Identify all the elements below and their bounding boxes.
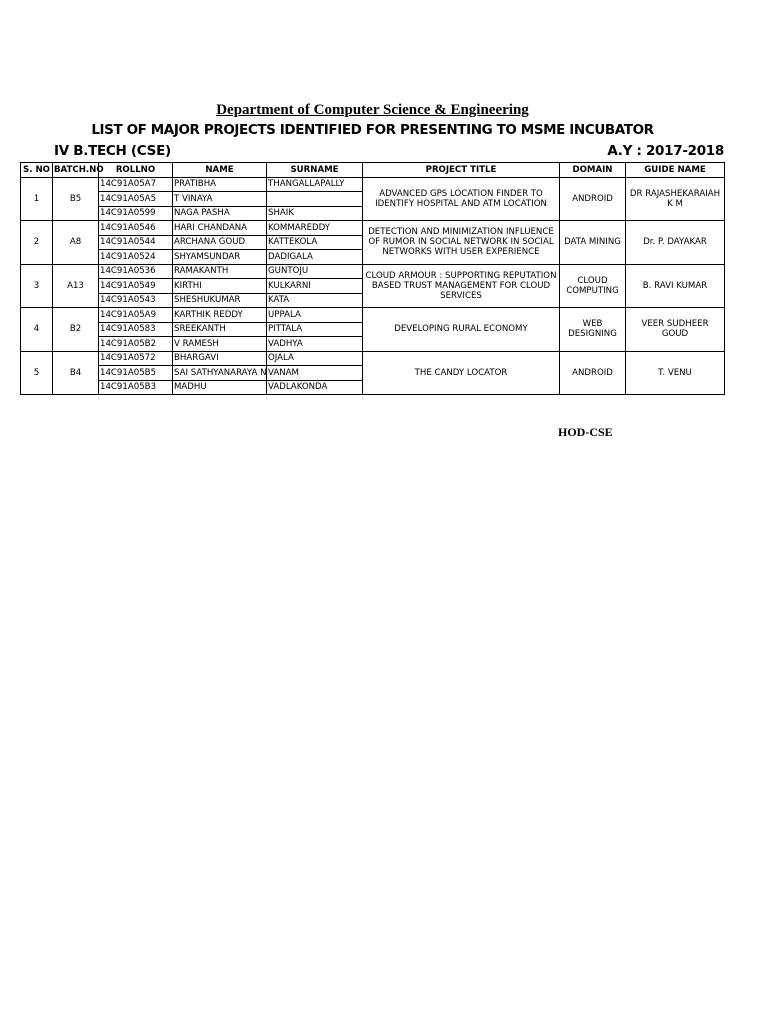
serial-number-cell: 1 xyxy=(21,177,53,221)
serial-number-cell: 2 xyxy=(21,221,53,265)
batch-cell: B4 xyxy=(53,351,99,395)
rollno-cell: 14C91A0546 xyxy=(99,221,173,236)
academic-year-label: A.Y : 2017-2018 xyxy=(607,143,724,159)
table-row xyxy=(21,221,725,236)
guide-cell: T. VENU xyxy=(626,351,725,395)
domain-cell: ANDROID xyxy=(560,351,626,395)
surname-cell: KATTEKOLA xyxy=(267,235,363,250)
rollno-cell: 14C91A0536 xyxy=(99,264,173,279)
table-row xyxy=(21,177,725,192)
column-header-rollno: ROLLNO xyxy=(99,163,173,178)
surname-cell: GUNTOJU xyxy=(267,264,363,279)
column-header-batch: BATCH.NO xyxy=(53,163,99,178)
surname-cell xyxy=(267,192,363,207)
name-cell: PRATIBHA xyxy=(173,177,267,192)
serial-number-cell: 4 xyxy=(21,308,53,352)
guide-cell: VEER SUDHEER GOUD xyxy=(626,308,725,352)
name-cell: RAMAKANTH xyxy=(173,264,267,279)
batch-cell: B2 xyxy=(53,308,99,352)
rollno-cell: 14C91A0524 xyxy=(99,250,173,265)
batch-cell: A8 xyxy=(53,221,99,265)
batch-cell: A13 xyxy=(53,264,99,308)
serial-number-cell: 5 xyxy=(21,351,53,395)
project-title-cell: CLOUD ARMOUR : SUPPORTING REPUTATION BASED TRUST MANAGEMENT FOR CLOUD SERVICES xyxy=(363,264,560,308)
surname-cell: PITTALA xyxy=(267,322,363,337)
project-title-cell: DEVELOPING RURAL ECONOMY xyxy=(363,308,560,352)
rollno-cell: 14C91A0549 xyxy=(99,279,173,294)
surname-cell: DADIGALA xyxy=(267,250,363,265)
domain-cell: DATA MINING xyxy=(560,221,626,265)
name-cell: T VINAYA xyxy=(173,192,267,207)
surname-cell: KULKARNI xyxy=(267,279,363,294)
name-cell: NAGA PASHA xyxy=(173,206,267,221)
column-header-project-title: PROJECT TITLE xyxy=(363,163,560,178)
domain-cell: ANDROID xyxy=(560,177,626,221)
guide-cell: Dr. P. DAYAKAR xyxy=(626,221,725,265)
department-title: Department of Computer Science & Engineering xyxy=(216,102,529,118)
rollno-cell: 14C91A05A5 xyxy=(99,192,173,207)
table-row xyxy=(21,308,725,323)
table-row xyxy=(21,264,725,279)
rollno-cell: 14C91A05A9 xyxy=(99,308,173,323)
name-cell: SREEKANTH xyxy=(173,322,267,337)
table-header-row xyxy=(21,163,725,178)
surname-cell: VADLAKONDA xyxy=(267,380,363,395)
name-cell: HARI CHANDANA xyxy=(173,221,267,236)
project-title-cell: ADVANCED GPS LOCATION FINDER TO IDENTIFY HOSPITAL AND ATM LOCATION xyxy=(363,177,560,221)
name-cell: KIRTHI xyxy=(173,279,267,294)
serial-number-cell: 3 xyxy=(21,264,53,308)
rollno-cell: 14C91A0583 xyxy=(99,322,173,337)
column-header-name: NAME xyxy=(173,163,267,178)
project-title-cell: THE CANDY LOCATOR xyxy=(363,351,560,395)
project-title-cell: DETECTION AND MINIMIZATION INFLUENCE OF RUMOR IN SOCIAL NETWORK IN SOCIAL NETWORKS WITH USER EXPERIENCE xyxy=(363,221,560,265)
column-header-guide: GUIDE NAME xyxy=(626,163,725,178)
document-title: LIST OF MAJOR PROJECTS IDENTIFIED FOR PRESENTING TO MSME INCUBATOR xyxy=(91,122,654,138)
domain-cell: CLOUD COMPUTING xyxy=(560,264,626,308)
name-cell: SAI SATHYANARAYA N xyxy=(173,366,267,381)
guide-cell: B. RAVI KUMAR xyxy=(626,264,725,308)
surname-cell: THANGALLAPALLY xyxy=(267,177,363,192)
column-header-surname: SURNAME xyxy=(267,163,363,178)
rollno-cell: 14C91A05A7 xyxy=(99,177,173,192)
name-cell: MADHU xyxy=(173,380,267,395)
name-cell: ARCHANA GOUD xyxy=(173,235,267,250)
rollno-cell: 14C91A05B5 xyxy=(99,366,173,381)
surname-cell: UPPALA xyxy=(267,308,363,323)
surname-cell: VADHYA xyxy=(267,337,363,352)
name-cell: SHYAMSUNDAR xyxy=(173,250,267,265)
batch-cell: B5 xyxy=(53,177,99,221)
surname-cell: OJALA xyxy=(267,351,363,366)
guide-cell: DR RAJASHEKARAIAH K M xyxy=(626,177,725,221)
name-cell: KARTHIK REDDY xyxy=(173,308,267,323)
surname-cell: SHAIK xyxy=(267,206,363,221)
rollno-cell: 14C91A0543 xyxy=(99,293,173,308)
program-label: IV B.TECH (CSE) xyxy=(54,143,171,159)
column-header-domain: DOMAIN xyxy=(560,163,626,178)
surname-cell: VANAM xyxy=(267,366,363,381)
column-header-sno: S. NO xyxy=(21,163,53,178)
name-cell: SHESHUKUMAR xyxy=(173,293,267,308)
name-cell: V RAMESH xyxy=(173,337,267,352)
rollno-cell: 14C91A0572 xyxy=(99,351,173,366)
domain-cell: WEB DESIGNING xyxy=(560,308,626,352)
rollno-cell: 14C91A0599 xyxy=(99,206,173,221)
hod-signature-label: HOD-CSE xyxy=(558,425,613,439)
rollno-cell: 14C91A0544 xyxy=(99,235,173,250)
name-cell: BHARGAVI xyxy=(173,351,267,366)
rollno-cell: 14C91A05B3 xyxy=(99,380,173,395)
projects-table xyxy=(20,162,725,395)
rollno-cell: 14C91A05B2 xyxy=(99,337,173,352)
surname-cell: KATA xyxy=(267,293,363,308)
table-row xyxy=(21,351,725,366)
surname-cell: KOMMAREDDY xyxy=(267,221,363,236)
